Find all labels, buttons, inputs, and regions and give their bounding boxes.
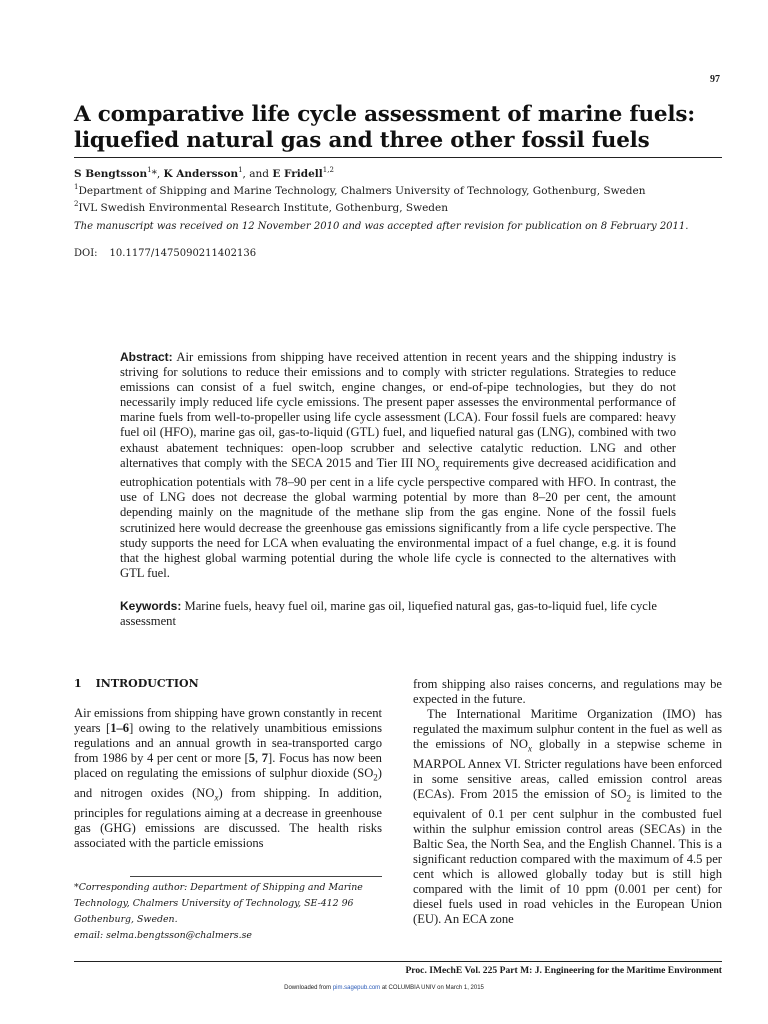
reference-link[interactable]: 5 (248, 751, 256, 766)
intro-paragraph (74, 706, 382, 851)
body-text: ] owing to the relatively unambitious emissions regulations and an annual growth in sea-transported cargo from 1986 by 4 per cent or more [ (74, 721, 382, 766)
keywords-label: Keywords: (120, 599, 182, 613)
abstract-label: Abstract: (120, 350, 173, 364)
download-link[interactable]: pim.sagepub.com (332, 985, 381, 991)
body-text: The International Maritime Organization (IMO) has regulated the maximum sulphur content in the fuel as well as the emissions of NO (413, 707, 722, 752)
footnote-divider (130, 876, 382, 877)
section-title: INTRODUCTION (95, 677, 199, 690)
subscript: 2 (373, 772, 378, 783)
footer-divider (74, 961, 722, 962)
left-column (74, 676, 382, 851)
title-divider (74, 157, 722, 158)
author-affiliation-mark: 1 (147, 166, 152, 174)
subscript: x (527, 743, 532, 754)
abstract-text: requirements give decreased acidification and eutrophication potentials with 78–90 per cent in a life cycle perspective compared with HFO. In contrast, the use of LNG does not decrease the global warming potential by more than 8–20 per cent, the amount depending mainly on the magnitude of the methane slip from the gas engine. None of the fossil fuels scrutinized here would decrease the greenhouse gas emissions significantly from a life cycle perspective. The study supports the need for LCA when evaluating the environmental impact of a fuel change, e.g. it is found that the highest global warming potential during the whole life cycle is connected to the alternatives with GTL fuel. (120, 455, 676, 580)
title-line-1: A comparative life cycle assessment of marine fuels: (74, 102, 695, 127)
affiliation-text: Department of Shipping and Marine Technology, Chalmers University of Technology, Gothenburg, Sweden (78, 185, 646, 197)
corresponding-mark: *, (151, 168, 161, 180)
author-name: E Fridell (272, 168, 323, 180)
abstract-text: Air emissions from shipping have received attention in recent years and the shipping industry is striving for solutions to reduce their emissions and to comply with stricter regulations. Strategies to reduce emissions can consist of a fuel switch, engine changes, or end-of-pipe technologies, but they do not necessarily imply reduced life cycle emissions. The present paper assesses the environmental performance of marine fuels from well-to-propeller using life cycle assessment (LCA). Four fossil fuels are compared: heavy fuel oil (HFO), marine gas oil, gas-to-liquid (GTL) fuel, and liquefied natural gas (LNG), combined with two exhaust abatement techniques: open-loop scrubber and selective catalytic reduction. LNG and other alternatives that comply with the SECA 2015 and Tier III NO (120, 350, 676, 470)
body-text: globally in a stepwise scheme in MARPOL Annex VI. Stricter regulations have been enforced in some sensitive areas, called emission control areas (ECAs). From 2015 the emission of SO (413, 737, 722, 802)
footnote-line: *Corresponding author: Department of Shipping and Marine (74, 882, 363, 893)
author-name: S Bengtsson (74, 168, 148, 180)
keywords-text: Marine fuels, heavy fuel oil, marine gas oil, liquefied natural gas, gas-to-liquid fuel, life cycle assessment (120, 599, 657, 629)
body-text: is limited to the equivalent of 0.1 per cent sulphur in the combusted fuel within the sulphur emission control areas (SECAs) in the Baltic Sea, the North Sea, and the English Channel. This is a significant reduction compared with the maximum of 4.5 per cent which is allowed globally today but is still high compared with the limit of 10 ppm (0.001 per cent) for diesel fuels used in road vehicles in the European Union (EU). An ECA zone (413, 787, 722, 927)
affiliation-number: 1 (74, 183, 79, 191)
footnote-line: Gothenburg, Sweden. (74, 914, 178, 925)
doi-label: DOI: (74, 248, 98, 259)
imo-paragraph (413, 707, 722, 927)
subscript: x (214, 792, 219, 803)
received-note: The manuscript was received on 12 November 2010 and was accepted after revision for publication on 8 February 2011. (74, 221, 689, 232)
affiliation-text: IVL Swedish Environmental Research Institute, Gothenburg, Sweden (78, 202, 449, 214)
author-name: K Andersson (163, 168, 239, 180)
journal-footer: Proc. IMechE Vol. 225 Part M: J. Engineering for the Maritime Environment (405, 965, 722, 976)
subscript: x (435, 462, 440, 473)
body-text: ]. Focus has now been placed on regulating the emissions of sulphur dioxide (SO (74, 751, 382, 781)
body-text: ) from shipping. In addition, principles for regulations aiming at a decrease in greenhouse gas (GHG) emissions are discussed. The health risks associated with the particle emissions (74, 785, 382, 850)
section-number: 1 (74, 677, 82, 690)
download-prefix: Downloaded from (284, 985, 333, 991)
footnote-email[interactable]: email: selma.bengtsson@chalmers.se (74, 930, 252, 941)
doi (74, 248, 256, 259)
section-heading (74, 676, 382, 706)
subscript: 2 (626, 793, 631, 804)
right-column (413, 677, 722, 928)
affiliation-number: 2 (74, 200, 79, 208)
author-affiliation-mark: 1,2 (322, 166, 334, 174)
footnote-line: Technology, Chalmers University of Technology, SE-412 96 (74, 898, 354, 909)
continued-paragraph: from shipping also raises concerns, and regulations may be expected in the future. (413, 677, 722, 707)
reference-link[interactable]: 7 (261, 751, 269, 766)
body-text: Air emissions from shipping have grown constantly in recent years [ (74, 706, 382, 736)
author-affiliation-mark: 1 (238, 166, 243, 174)
author-separator: , and (242, 168, 273, 180)
reference-link[interactable]: 1–6 (110, 721, 130, 736)
download-notice (0, 985, 768, 991)
abstract (120, 350, 676, 581)
body-text: , (255, 751, 262, 766)
corresponding-author-footnote (74, 880, 382, 944)
page-number: 97 (710, 74, 720, 85)
download-suffix: at COLUMBIA UNIV on March 1, 2015 (380, 985, 484, 991)
article-title (74, 102, 734, 154)
body-text: ) and nitrogen oxides (NO (74, 766, 382, 800)
title-line-2: liquefied natural gas and three other fossil fuels (74, 128, 650, 153)
doi-value: 10.1177/1475090211402136 (109, 248, 257, 259)
keywords (120, 599, 676, 629)
affiliation-2 (74, 196, 448, 216)
